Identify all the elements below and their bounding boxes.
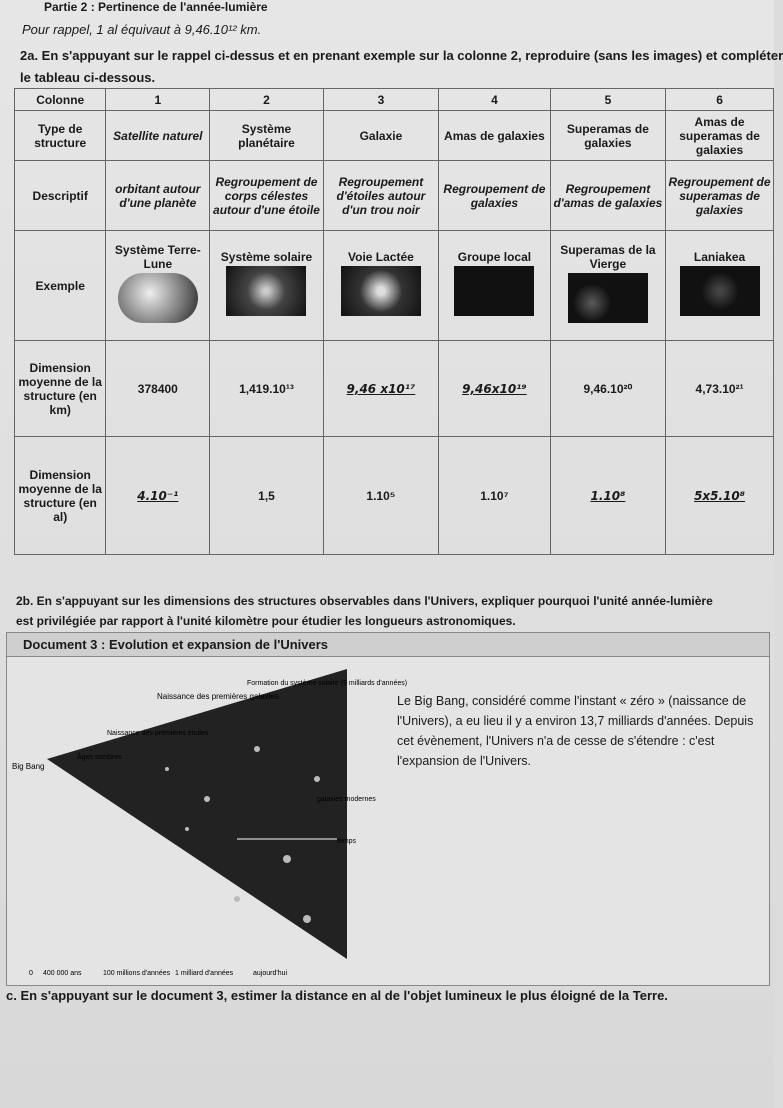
col-number: 6 [666,89,774,111]
tick-0: 0 [29,970,33,977]
solar-system-image [226,266,306,316]
dim-km-label: Dimension moyenne de la structure (en km) [15,341,106,437]
type-cell: Satellite naturel [106,111,210,161]
tick-4: aujourd'hui [253,970,288,977]
dim-km-cell: 4,73.10²¹ [666,341,774,437]
exemple-name: Superamas de la Vierge [560,243,656,271]
exemple-cell [210,231,324,341]
tick-1: 400 000 ans [43,970,82,977]
exemple-label: Exemple [15,231,106,341]
type-cell: Galaxie [323,111,438,161]
structures-table [14,88,774,555]
exemple-cell [550,231,665,341]
col-number: 3 [323,89,438,111]
earth-image [118,273,198,323]
exemple-name: Laniakea [693,250,746,264]
col-number: 1 [106,89,210,111]
dim-km-handwritten: 9,46 x10¹⁷ [323,341,438,437]
dim-km-cell: 378400 [106,341,210,437]
tick-2: 100 millions d'années [103,970,171,977]
label-formation: Formation du système solaire (9 milliards d'années) [247,680,408,687]
label-bigbang: Big Bang [12,762,45,771]
col-number: 2 [210,89,324,111]
dim-al-handwritten: 5x5.10⁸ [666,437,774,555]
universe-diagram [7,659,408,983]
label-modern: galaxies modernes [317,796,376,803]
dim-al-cell: 1,5 [210,437,324,555]
dim-al-label: Dimension moyenne de la structure (en al) [15,437,106,555]
desc-cell: Regroupement de galaxies [439,161,551,231]
question-2a: 2a. En s'appuyant sur le rappel ci-dessus et en prenant exemple sur la colonne 2, reproduire (sans les images) et compléter [20,48,783,63]
col-number: 4 [439,89,551,111]
label-etoiles: Naissance des premières étoiles [107,730,209,737]
type-cell: Amas de superamas de galaxies [666,111,774,161]
label-ages: Âges sombres [77,754,122,761]
desc-cell: orbitant autour d'une planète [106,161,210,231]
dim-al-cell: 1.10⁷ [439,437,551,555]
dim-al-cell: 1.10⁵ [323,437,438,555]
desc-cell: Regroupement de corps célestes autour d'une étoile [210,161,324,231]
document-text: Le Big Bang, considéré comme l'instant « zéro » (naissance de l'Univers), a eu lieu il y a environ 13,7 milliards d'années. Depuis cet évènement, l'Univers n'a de cesse de s'étendre : c'est l'expansion de l'Univers. [397,694,754,768]
type-cell: Amas de galaxies [439,111,551,161]
label-temps: temps [337,838,357,845]
virgo-image [568,273,648,323]
exemple-cell [106,231,210,341]
label-galaxies: Naissance des premières galaxies [157,692,279,701]
document-3 [6,632,770,986]
exemple-name: Système Terre-Lune [114,243,201,271]
dim-al-handwritten: 1.10⁸ [550,437,665,555]
type-cell: Système planétaire [210,111,324,161]
question-2a-cont: le tableau ci-dessous. [20,70,156,85]
exemple-cell [323,231,438,341]
galaxy-image [341,266,421,316]
question-c: c. En s'appuyant sur le document 3, estimer la distance en al de l'objet lumineux le plus éloigné de la Terre. [6,988,668,1003]
colonne-label: Colonne [15,89,106,111]
type-label: Type de structure [15,111,106,161]
local-group-image [454,266,534,316]
laniakea-image [680,266,760,316]
document-title: Document 3 : Evolution et expansion de l'Univers [7,633,769,657]
desc-cell: Regroupement d'étoiles autour d'un trou noir [323,161,438,231]
dim-km-cell: 9,46.10²⁰ [550,341,665,437]
exemple-name: Groupe local [457,250,532,264]
desc-cell: Regroupement d'amas de galaxies [550,161,665,231]
section-header: Partie 2 : Pertinence de l'année-lumière [44,0,268,14]
tick-3: 1 milliard d'années [175,970,234,977]
col-number: 5 [550,89,665,111]
exemple-cell [439,231,551,341]
question-2b-cont: est privilégiée par rapport à l'unité kilomètre pour étudier les longueurs astronomiques. [16,614,516,628]
desc-label: Descriptif [15,161,106,231]
rappel-text: Pour rappel, 1 al équivaut à 9,46.10¹² km. [22,22,262,37]
dim-km-cell: 1,419.10¹³ [210,341,324,437]
exemple-name: Système solaire [220,250,313,264]
dim-km-handwritten: 9,46x10¹⁹ [439,341,551,437]
question-2b: 2b. En s'appuyant sur les dimensions des structures observables dans l'Univers, expliquer pourquoi l'unité année-lumière [16,594,713,608]
desc-cell: Regroupement de superamas de galaxies [666,161,774,231]
dim-al-handwritten: 4.10⁻¹ [106,437,210,555]
exemple-cell [666,231,774,341]
exemple-name: Voie Lactée [348,250,414,264]
type-cell: Superamas de galaxies [550,111,665,161]
expansion-cone [47,669,347,959]
